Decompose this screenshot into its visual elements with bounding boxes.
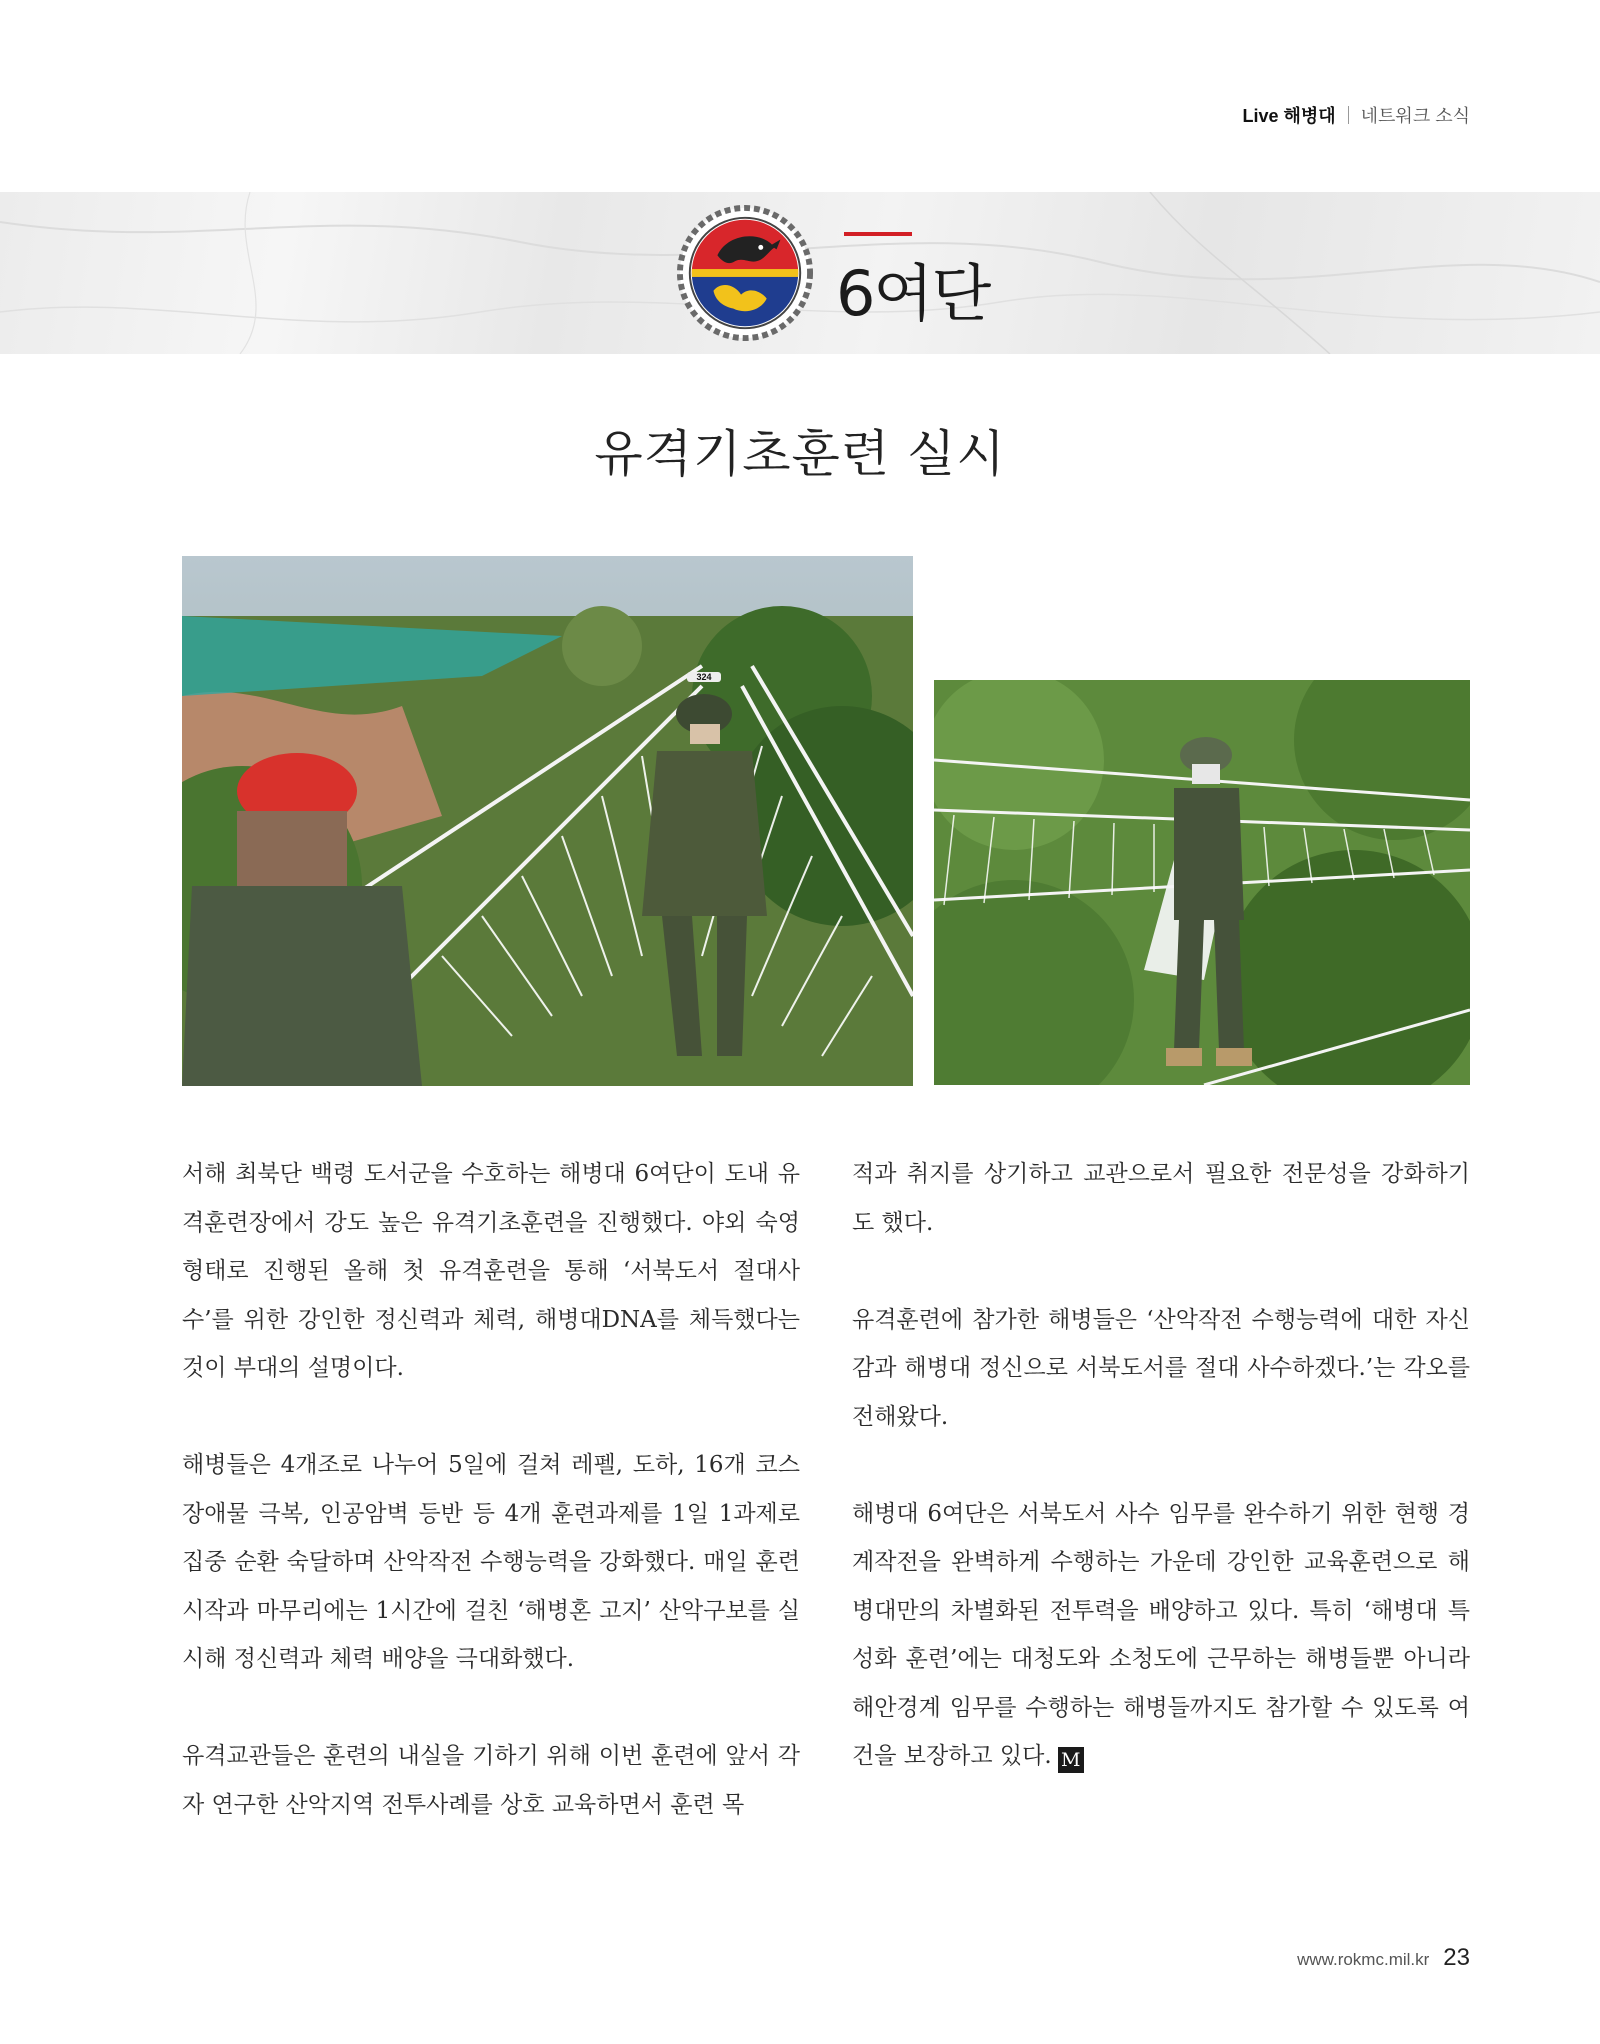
unit-banner — [0, 192, 1600, 354]
footer-url: www.rokmc.mil.kr — [1297, 1950, 1430, 1969]
paragraph — [852, 1490, 1470, 1781]
rope-bridge-training-photo-2 — [934, 680, 1470, 1085]
article-body-column-1 — [182, 1150, 800, 1878]
paragraph-text: 해병대 6여단은 서북도서 사수 임무를 완수하기 위한 현행 경계작전을 완벽하게 수행하는 가운데 강인한 교육훈련으로 해병대만의 차별화된 전투력을 배양하고 있다. 특히 ‘해병대 특성화 훈련’에는 대청도와 소청도에 근무하는 해병들뿐 아니라 해안경계 임무를 수행하는 해병들까지도 참가할 수 있도록 여건을 보장하고 있다. — [852, 1500, 1470, 1769]
page-footer — [1297, 1944, 1470, 1972]
dragon-gear-emblem-icon — [676, 204, 814, 342]
section-label: Live 해병대 — [1242, 106, 1336, 126]
paragraph: 해병들은 4개조로 나누어 5일에 걸쳐 레펠, 도하, 16개 코스 장애물 극복, 인공암벽 등반 등 4개 훈련과제를 1일 1과제로 집중 순환 숙달하며 산악작전 수행능력을 강화했다. 매일 훈련 시작과 마무리에는 1시간에 걸친 ‘해병혼 고지’ 산악구보를 실시해 정신력과 체력 배양을 극대화했다. — [182, 1452, 800, 1672]
article-title: 유격기초훈련 실시 — [594, 425, 1006, 483]
unit-title: 6여단 — [836, 257, 990, 330]
rope-bridge-training-photo-1 — [182, 556, 913, 1086]
title-accent-line — [844, 232, 912, 236]
paragraph: 서해 최북단 백령 도서군을 수호하는 해병대 6여단이 도내 유격훈련장에서 강도 높은 유격기초훈련을 진행했다. 야외 숙영 형태로 진행된 올해 첫 유격훈련을 통해 ‘서북도서 절대사수’를 위한 강인한 정신력과 체력, 해병대DNA를 체득했다는 것이 부대의 설명이다. — [182, 1161, 800, 1381]
running-header — [1242, 102, 1470, 128]
header-divider — [1348, 106, 1349, 124]
paragraph: 유격훈련에 참가한 해병들은 ‘산악작전 수행능력에 대한 자신감과 해병대 정신으로 서북도서를 절대 사수하겠다.’는 각오를 전해왔다. — [852, 1306, 1470, 1430]
paragraph: 적과 취지를 상기하고 교관으로서 필요한 전문성을 강화하기도 했다. — [852, 1161, 1470, 1236]
article-body-column-2 — [852, 1150, 1470, 1829]
end-mark-icon: M — [1058, 1747, 1084, 1773]
paragraph: 유격교관들은 훈련의 내실을 기하기 위해 이번 훈련에 앞서 각자 연구한 산악지역 전투사례를 상호 교육하면서 훈련 목 — [182, 1743, 800, 1818]
helmet-number-label: 324 — [687, 672, 721, 682]
subsection-label: 네트워크 소식 — [1360, 106, 1470, 126]
page-number: 23 — [1443, 1944, 1470, 1971]
